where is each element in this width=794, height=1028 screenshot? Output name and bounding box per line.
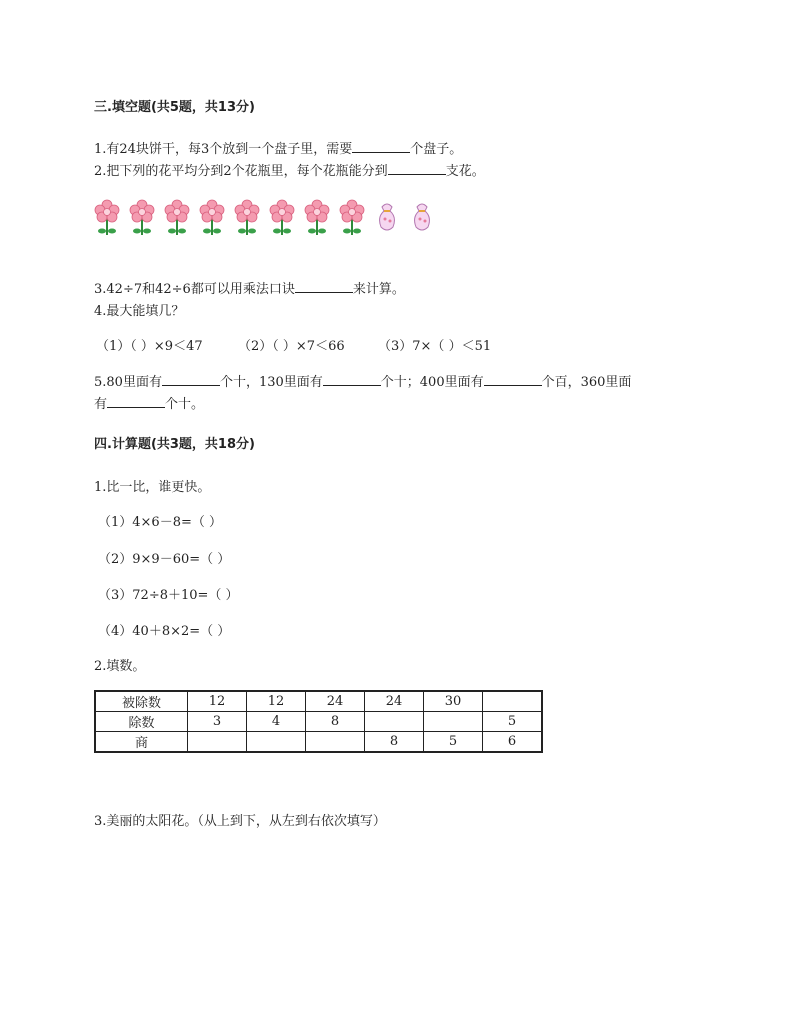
table-cell-blank[interactable] bbox=[247, 732, 306, 753]
question-3-5-text: 个十。 bbox=[165, 397, 205, 412]
question-3-5-text: 个十，130里面有 bbox=[219, 375, 323, 390]
flower-icon bbox=[268, 199, 296, 239]
question-3-3-suffix: 来计算。 bbox=[352, 282, 405, 297]
question-4-1-title: 1.比一比，谁更快。 bbox=[94, 480, 211, 495]
table-cell: 30 bbox=[424, 691, 483, 712]
question-3-3-text: 3.42÷7和42÷6都可以用乘法口诀 bbox=[94, 282, 295, 297]
table-cell-blank[interactable] bbox=[483, 691, 543, 712]
vase-icon bbox=[373, 199, 401, 239]
table-cell: 24 bbox=[306, 691, 365, 712]
table-cell: 4 bbox=[247, 712, 306, 732]
answer-blank[interactable] bbox=[323, 374, 381, 386]
table-cell: 12 bbox=[188, 691, 247, 712]
question-3-4-item: （1）（ ）×9＜47 bbox=[96, 339, 203, 354]
calc-item: （3）72÷8＋10=（ ） bbox=[98, 588, 239, 603]
row-label: 被除数 bbox=[95, 691, 188, 712]
flower-icon bbox=[338, 199, 366, 239]
question-4-2-title: 2.填数。 bbox=[94, 659, 146, 674]
question-3-1-suffix: 个盘子。 bbox=[410, 142, 463, 157]
table-cell: 24 bbox=[365, 691, 424, 712]
table-cell: 5 bbox=[424, 732, 483, 753]
question-3-5-text: 有 bbox=[94, 397, 108, 412]
calc-item: （4）40＋8×2=（ ） bbox=[98, 624, 231, 639]
answer-blank[interactable] bbox=[295, 281, 353, 293]
table-row bbox=[95, 732, 542, 753]
flower-picture-row bbox=[93, 199, 436, 239]
flower-icon bbox=[163, 199, 191, 239]
question-3-5-text: 个百，360里面 bbox=[541, 375, 632, 390]
table-row bbox=[95, 712, 542, 732]
question-3-4-item: （2）（ ）×7＜66 bbox=[238, 339, 345, 354]
question-3-1-text: 1.有24块饼干，每3个放到一个盘子里，需要 bbox=[94, 142, 353, 157]
vase-icon bbox=[408, 199, 436, 239]
table-cell: 12 bbox=[247, 691, 306, 712]
section-3-heading: 三.填空题(共5题，共13分) bbox=[94, 100, 255, 115]
flower-icon bbox=[233, 199, 261, 239]
table-cell-blank[interactable] bbox=[306, 732, 365, 753]
flower-icon bbox=[93, 199, 121, 239]
table-cell: 5 bbox=[483, 712, 543, 732]
calc-item: （1）4×6－8=（ ） bbox=[98, 515, 223, 530]
answer-blank[interactable] bbox=[388, 163, 446, 175]
table-cell-blank[interactable] bbox=[424, 712, 483, 732]
flower-icon bbox=[198, 199, 226, 239]
question-3-2 bbox=[94, 160, 485, 179]
row-label: 除数 bbox=[95, 712, 188, 732]
question-3-4-title: 4.最大能填几？ bbox=[94, 304, 185, 319]
question-3-2-suffix: 支花。 bbox=[445, 164, 485, 179]
table-cell: 8 bbox=[365, 732, 424, 753]
question-3-5-line2 bbox=[94, 393, 204, 412]
table-cell: 8 bbox=[306, 712, 365, 732]
table-cell-blank[interactable] bbox=[365, 712, 424, 732]
row-label: 商 bbox=[95, 732, 188, 753]
flower-icon bbox=[303, 199, 331, 239]
table-cell-blank[interactable] bbox=[188, 732, 247, 753]
question-3-3 bbox=[94, 278, 405, 297]
table-cell: 3 bbox=[188, 712, 247, 732]
answer-blank[interactable] bbox=[107, 396, 165, 408]
question-3-5-line1 bbox=[94, 371, 631, 390]
division-table bbox=[94, 690, 543, 753]
flower-icon bbox=[128, 199, 156, 239]
table-cell: 6 bbox=[483, 732, 543, 753]
answer-blank[interactable] bbox=[162, 374, 220, 386]
question-3-5-text: 5.80里面有 bbox=[94, 375, 162, 390]
table-row bbox=[95, 691, 542, 712]
section-4-heading: 四.计算题(共3题，共18分) bbox=[94, 437, 255, 452]
calc-item: （2）9×9－60=（ ） bbox=[98, 552, 231, 567]
question-3-2-text: 2.把下列的花平均分到2个花瓶里，每个花瓶能分到 bbox=[94, 164, 388, 179]
question-4-3-title: 3.美丽的太阳花。（从上到下，从左到右依次填写） bbox=[94, 814, 386, 829]
answer-blank[interactable] bbox=[484, 374, 542, 386]
answer-blank[interactable] bbox=[352, 141, 410, 153]
question-3-1 bbox=[94, 138, 462, 157]
question-3-4-item: （3）7×（ ）＜51 bbox=[378, 339, 492, 354]
question-3-5-text: 个十；400里面有 bbox=[380, 375, 484, 390]
